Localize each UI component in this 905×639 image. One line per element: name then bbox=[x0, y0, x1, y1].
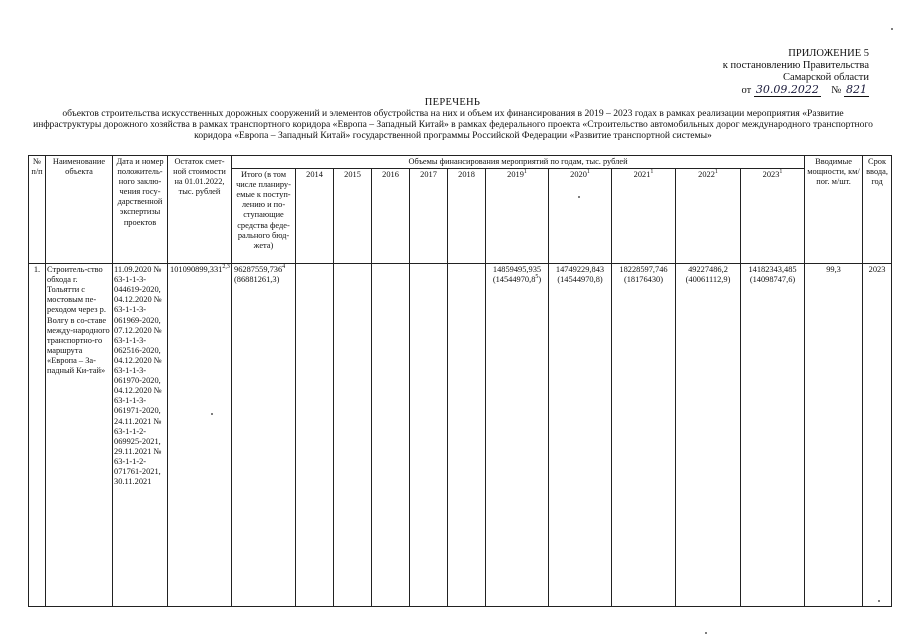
cell-total: 96287559,736$^4$ (86881261,3) bbox=[232, 264, 296, 607]
header-name: Наименование объекта bbox=[46, 156, 113, 264]
value-2020-fed: (14544970,8) bbox=[557, 275, 603, 285]
cell-num: 1. bbox=[29, 264, 46, 607]
header-2020: 2020 bbox=[570, 170, 587, 180]
cell-balance: 101090899,331$^{2,3}$ bbox=[168, 264, 232, 607]
header-2021-cell: 2021$^1$ bbox=[612, 169, 676, 264]
appendix-date-line bbox=[689, 84, 869, 97]
cell-2015 bbox=[334, 264, 372, 607]
header-dates: Дата и номер положитель-ного заклю-чения госу-дарственной экспертизы проектов bbox=[113, 156, 168, 264]
appendix-block bbox=[689, 48, 869, 97]
cell-dates: 11.09.2020 № 63-1-1-3-044619-2020, 04.12.2020 № 63-1-1-3-061969-2020, 07.12.2020 № 63-1-1-3-062516-2020, 04.12.2020 № 63-1-1-3-061970-2020, 04.12.2020 № 63-1-1-3-061971-2020, 24.11.2021 № 63-1-1-2-069925-2021, 29.11.2021 № 63-1-1-2-071761-2021, 30.11.2021 bbox=[113, 264, 168, 607]
header-capacity: Вводимые мощности, км/пог. м/шт. bbox=[805, 156, 863, 264]
cell-2018 bbox=[448, 264, 486, 607]
scan-speck bbox=[578, 196, 580, 198]
header-balance: Остаток смет-ной стоимости на 01.01.2022, тыс. рублей bbox=[168, 156, 232, 264]
scan-speck bbox=[891, 28, 893, 30]
cell-2019: 14859495,935 (14544970,8$^5$) bbox=[486, 264, 549, 607]
table-header-row bbox=[29, 156, 892, 169]
header-2016: 2016 bbox=[372, 169, 410, 264]
header-2014: 2014 bbox=[296, 169, 334, 264]
appendix-title: ПРИЛОЖЕНИЕ 5 bbox=[788, 48, 869, 59]
cell-term: 2023 bbox=[863, 264, 892, 607]
value-2022-fed: (40061112,9) bbox=[685, 275, 731, 285]
scan-speck bbox=[878, 600, 880, 602]
cell-2022 bbox=[676, 264, 741, 607]
number-prefix: № bbox=[831, 85, 842, 96]
header-2020-cell: 2020$^1$ bbox=[549, 169, 612, 264]
scan-speck bbox=[705, 632, 707, 634]
cell-2023 bbox=[741, 264, 805, 607]
financing-table bbox=[28, 155, 892, 607]
value-2019-fed: (14544970,8 bbox=[492, 275, 536, 285]
header-2023-cell: 2023$^1$ bbox=[741, 169, 805, 264]
appendix-region: Самарской области bbox=[783, 72, 869, 83]
value-2023: 14182343,485 bbox=[748, 265, 797, 275]
handwritten-number: 821 bbox=[846, 83, 867, 96]
cell-2014 bbox=[296, 264, 334, 607]
cell-name: Строитель-ство обхода г. Тольятти с мостовым пе-реходом через р. Волгу в со-ставе между-народного транспортно-го маршрута «Европа – За-падный Ки-тай» bbox=[46, 264, 113, 607]
appendix-resolution: к постановлению Правительства bbox=[722, 60, 869, 71]
cell-2020 bbox=[549, 264, 612, 607]
header-2023: 2023 bbox=[762, 170, 780, 180]
header-2015: 2015 bbox=[334, 169, 372, 264]
header-2017: 2017 bbox=[410, 169, 448, 264]
header-2021: 2021 bbox=[633, 170, 651, 180]
header-total: Итого (в том числе планиру-емые к поступ-лению и по-ступающие средства феде-рального бюд-жета) bbox=[232, 169, 296, 264]
cell-2021 bbox=[612, 264, 676, 607]
table-row bbox=[29, 264, 892, 607]
scan-speck bbox=[211, 413, 213, 415]
value-2022: 49227486,2 bbox=[688, 265, 728, 275]
header-2019: 2019 bbox=[507, 170, 524, 180]
value-2021-fed: (18176430) bbox=[623, 275, 664, 285]
value-2019: 14859495,935 bbox=[492, 265, 542, 275]
value-2020: 14749229,843 bbox=[555, 265, 605, 275]
header-num: № п/п bbox=[29, 156, 46, 264]
header-2018: 2018 bbox=[448, 169, 486, 264]
date-prefix: от bbox=[741, 85, 752, 96]
cell-2017 bbox=[410, 264, 448, 607]
header-2022-cell: 2022$^1$ bbox=[676, 169, 741, 264]
total-fed-value: (86881261,3) bbox=[234, 275, 280, 285]
value-2021: 18228597,746 bbox=[619, 265, 668, 275]
document-subtitle: объектов строительства искусственных дорожных сооружений и элементов обустройства на них и объем их финансирования в 2019 – 2023 годах в рамках реализации мероприятия «Развитие инфраструктуры дорожного хозяйства в рамках транспортного коридора «Европа – Западный Китай» в рамках федерального проекта «Строительство автомобильных дорог международного транспортного коридора «Европа – Западный Китай» государственной программы Российской Федерации «Развитие транспортной системы» bbox=[33, 108, 873, 141]
header-2019-cell: 2019$^1$ bbox=[486, 169, 549, 264]
cell-capacity: 99,3 bbox=[805, 264, 863, 607]
handwritten-date: 30.09.2022 bbox=[755, 83, 819, 96]
balance-value: 101090899,331 bbox=[170, 265, 223, 275]
total-value: 96287559,736 bbox=[234, 265, 283, 275]
header-volumes: Объемы финансирования мероприятий по годам, тыс. рублей bbox=[232, 156, 805, 169]
header-2022: 2022 bbox=[698, 170, 715, 180]
cell-2016 bbox=[372, 264, 410, 607]
value-2023-fed: (14098747,6) bbox=[749, 275, 796, 285]
document-title: ПЕРЕЧЕНЬ bbox=[424, 97, 481, 108]
header-term: Срок ввода, год bbox=[863, 156, 892, 264]
